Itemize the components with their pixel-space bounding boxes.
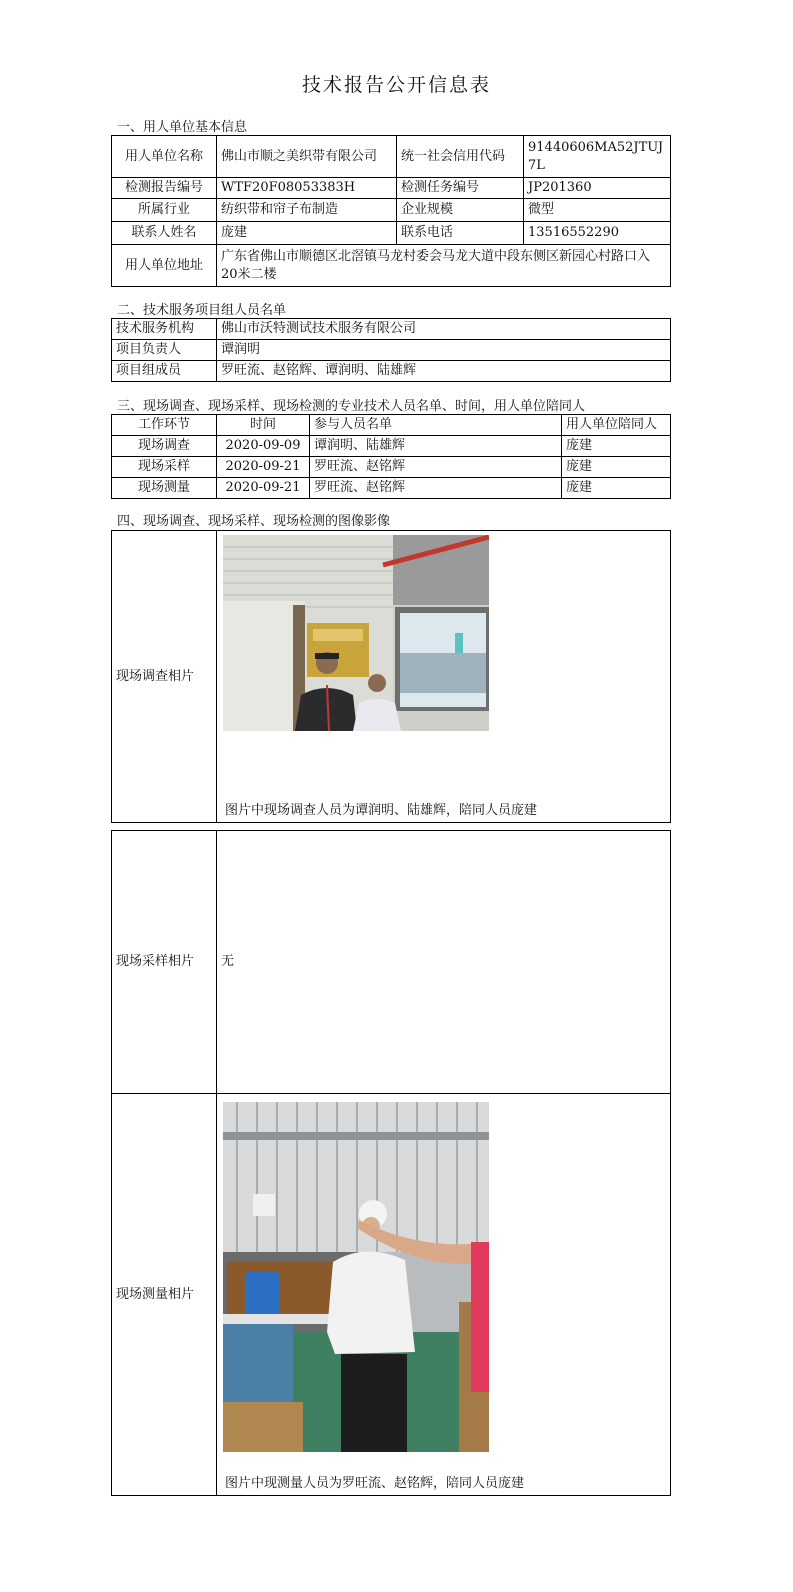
section2-heading: 二、技术服务项目组人员名单 — [117, 303, 287, 318]
survey-photo — [223, 535, 489, 731]
table-row — [112, 178, 671, 199]
label-unit-name: 用人单位名称 — [112, 136, 217, 178]
label-project-lead: 项目负责人 — [112, 340, 217, 361]
survey-photo-label: 现场调查相片 — [112, 531, 217, 823]
table-row — [112, 319, 671, 340]
section4-heading: 四、现场调查、现场采样、现场检测的图像影像 — [117, 514, 391, 529]
header-companion: 用人单位陪同人 — [562, 415, 671, 436]
table-row — [112, 222, 671, 245]
header-stage: 工作环节 — [112, 415, 217, 436]
scale: 微型 — [524, 199, 671, 222]
table-row — [112, 436, 671, 457]
survey-photo-cell — [217, 531, 671, 823]
label-members: 项目组成员 — [112, 361, 217, 382]
address: 广东省佛山市顺德区北滘镇马龙村委会马龙大道中段东侧区新园心村路口入20米二楼 — [217, 245, 671, 287]
cell-participants: 罗旺流、赵铭辉 — [310, 457, 562, 478]
table-row — [112, 340, 671, 361]
measure-photo — [223, 1102, 489, 1452]
survey-photo-caption: 图片中现场调查人员为谭润明、陆雄辉，陪同人员庞建 — [225, 803, 538, 818]
table-row — [112, 245, 671, 287]
label-contact: 联系人姓名 — [112, 222, 217, 245]
measure-photo-caption: 图片中现测量人员为罗旺流、赵铭辉，陪同人员庞建 — [225, 1476, 525, 1491]
label-address: 用人单位地址 — [112, 245, 217, 287]
schedule-table — [111, 414, 671, 499]
label-service-org: 技术服务机构 — [112, 319, 217, 340]
team-table — [111, 318, 671, 382]
service-org: 佛山市沃特测试技术服务有限公司 — [217, 319, 671, 340]
cell-time: 2020-09-21 — [217, 478, 310, 499]
basic-info-table — [111, 135, 671, 287]
cell-stage: 现场采样 — [112, 457, 217, 478]
table-row — [112, 457, 671, 478]
cell-participants: 谭润明、陆雄辉 — [310, 436, 562, 457]
cell-stage: 现场测量 — [112, 478, 217, 499]
section3-heading: 三、现场调查、现场采样、现场检测的专业技术人员名单、时间，用人单位陪同人 — [117, 399, 586, 414]
cell-companion: 庞建 — [562, 457, 671, 478]
page-title: 技术报告公开信息表 — [301, 74, 491, 96]
phone: 13516552290 — [524, 222, 671, 245]
industry: 纺织带和帘子布制造 — [217, 199, 397, 222]
cell-participants: 罗旺流、赵铭辉 — [310, 478, 562, 499]
sampling-photo-label: 现场采样相片 — [112, 831, 217, 1094]
label-industry: 所属行业 — [112, 199, 217, 222]
report-number: WTF20F08053383H — [217, 178, 397, 199]
table-row — [112, 136, 671, 178]
label-report-number: 检测报告编号 — [112, 178, 217, 199]
credit-code: 91440606MA52JTUJ7L — [524, 136, 671, 178]
section1-heading: 一、用人单位基本信息 — [117, 120, 248, 135]
project-lead: 谭润明 — [217, 340, 671, 361]
unit-name: 佛山市顺之美织带有限公司 — [217, 136, 397, 178]
contact: 庞建 — [217, 222, 397, 245]
label-scale: 企业规模 — [397, 199, 524, 222]
measure-photo-cell — [217, 1094, 671, 1496]
measure-photo-label: 现场测量相片 — [112, 1094, 217, 1496]
label-phone: 联系电话 — [397, 222, 524, 245]
sampling-measure-table — [111, 830, 671, 1496]
table-row — [112, 199, 671, 222]
cell-companion: 庞建 — [562, 478, 671, 499]
header-participants: 参与人员名单 — [310, 415, 562, 436]
sampling-photo-value: 无 — [217, 831, 671, 1094]
label-task-number: 检测任务编号 — [397, 178, 524, 199]
table-row — [112, 478, 671, 499]
table-row — [112, 361, 671, 382]
task-number: JP201360 — [524, 178, 671, 199]
table-header-row — [112, 415, 671, 436]
cell-companion: 庞建 — [562, 436, 671, 457]
cell-time: 2020-09-09 — [217, 436, 310, 457]
label-credit-code: 统一社会信用代码 — [397, 136, 524, 178]
header-time: 时间 — [217, 415, 310, 436]
members: 罗旺流、赵铭辉、谭润明、陆雄辉 — [217, 361, 671, 382]
survey-photo-table — [111, 530, 671, 823]
cell-time: 2020-09-21 — [217, 457, 310, 478]
cell-stage: 现场调查 — [112, 436, 217, 457]
